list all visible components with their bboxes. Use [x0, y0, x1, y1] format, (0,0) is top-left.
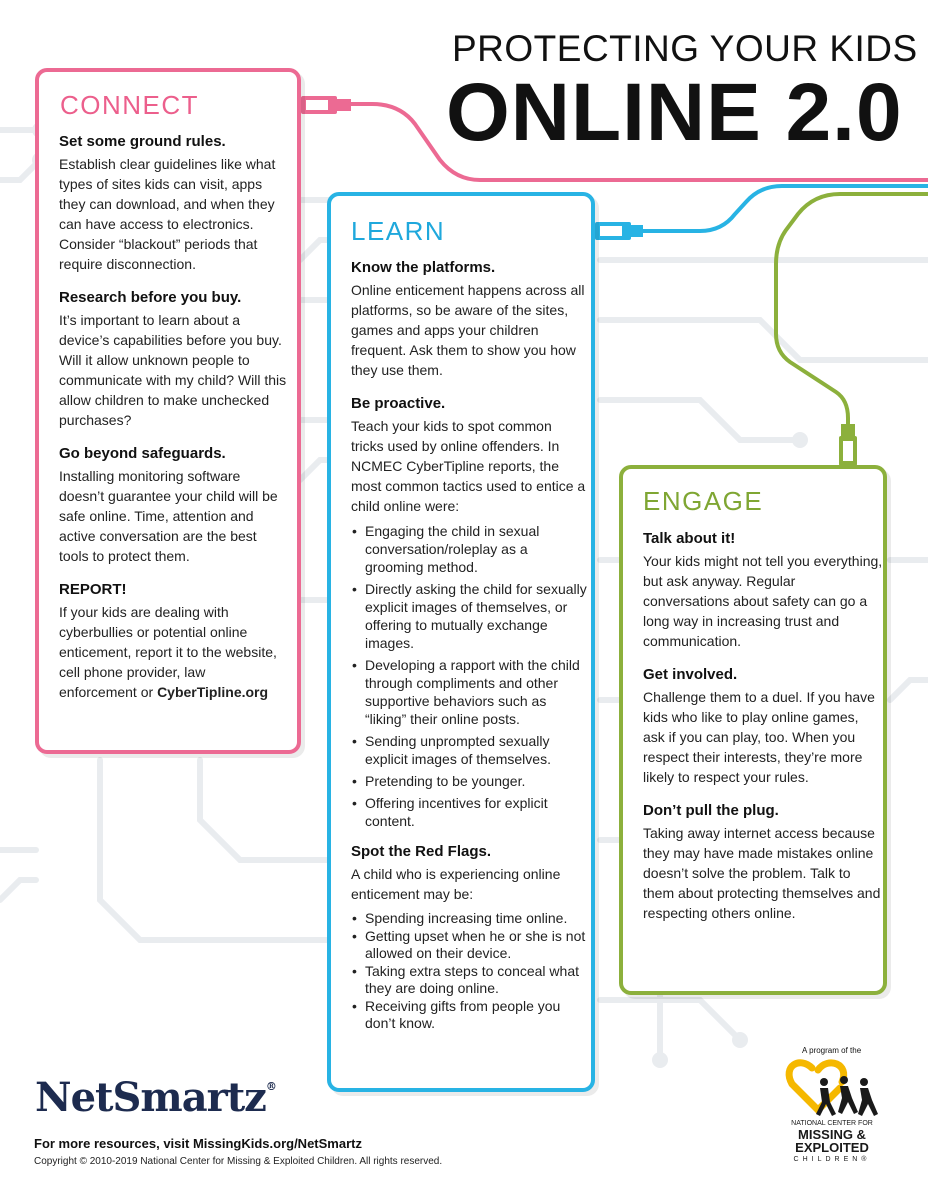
engage-body — [643, 529, 883, 937]
cybertipline-link[interactable]: CyberTipline.org — [157, 684, 269, 700]
registered-mark: ® — [265, 1080, 277, 1093]
list-item: • Getting upset when he or she is not allowed on their device. — [351, 928, 587, 962]
learn-body — [351, 258, 587, 1044]
report-text: If your kids are dealing with cyberbullies or potential online enticement, report it to the website, cell phone provider, law enforcement or — [59, 604, 277, 700]
learn-title: LEARN — [351, 216, 446, 246]
resources-link[interactable]: For more resources, visit MissingKids.org/NetSmartz — [34, 1136, 362, 1151]
ncmec-text-3: EXPLOITED — [795, 1140, 869, 1155]
list-item: • Developing a rapport with the child through compliments and other supportive behaviors such as “liking” their online posts. — [351, 656, 587, 728]
section-heading: Be proactive. — [351, 395, 446, 412]
copyright: Copyright © 2010-2019 National Center for Missing & Exploited Children. All rights reserved. — [34, 1156, 443, 1167]
green-cable — [776, 194, 928, 466]
section-text: A child who is experiencing online enticement may be: — [351, 866, 561, 902]
section-text: Challenge them to a duel. If you have kids who like to play online games, ask if you can play, too. When you respect their interests, they’re more likely to respect your rules. — [643, 689, 875, 785]
section-heading: Spot the Red Flags. — [351, 843, 492, 860]
list-item: • Pretending to be younger. — [351, 772, 587, 790]
list-item: • Sending unprompted sexually explicit images of themselves. — [351, 732, 587, 768]
section-text: Taking away internet access because they may have made mistakes online doesn’t solve the problem. Talk to them about protecting themselves and respecting others online. — [643, 825, 881, 921]
section-text: It’s important to learn about a device’s capabilities before you buy. Will it allow unknown people to communicate with my child? Will this allow children to make unchecked purchases? — [59, 312, 287, 428]
netsmartz-logo — [35, 1074, 277, 1121]
section-text: Establish clear guidelines like what types of sites kids can visit, apps they can download, and when they can have access to electronics. Consider “blackout” periods that require disconnection. — [59, 156, 276, 272]
section-heading: Know the platforms. — [351, 259, 496, 276]
ncmec-text-2: MISSING & — [798, 1127, 866, 1142]
section-heading: Don’t pull the plug. — [643, 802, 779, 819]
connect-body — [59, 132, 287, 716]
section-heading: Talk about it! — [643, 530, 736, 547]
section-text: Online enticement happens across all platforms, so be aware of the sites, games and apps your children frequent. Ask them to show you how they use them. — [351, 282, 585, 378]
engage-title: ENGAGE — [643, 486, 764, 516]
section-heading: Research before you buy. — [59, 289, 242, 306]
connect-card — [35, 68, 301, 754]
red-flags-list — [351, 910, 587, 1032]
learn-card — [327, 192, 595, 1092]
section-heading-report: REPORT! — [59, 581, 127, 598]
engage-card — [619, 465, 887, 995]
connect-title: CONNECT — [60, 90, 200, 120]
ncmec-text-1: NATIONAL CENTER FOR — [791, 1120, 873, 1127]
list-item: • Engaging the child in sexual conversation/roleplay as a grooming method. — [351, 522, 587, 576]
list-item: • Offering incentives for explicit content. — [351, 794, 587, 830]
list-item: • Directly asking the child for sexually explicit images of themselves, or offering to mutually exchange images. — [351, 580, 587, 652]
ncmec-logo-icon — [782, 1058, 882, 1120]
ncmec-text-4: CHILDREN® — [793, 1156, 871, 1163]
list-item: • Spending increasing time online. — [351, 910, 587, 927]
section-text: Teach your kids to spot common tricks used by online offenders. In NCMEC CyberTipline reports, the most common tactics used to entice a child online were: — [351, 418, 586, 514]
section-text: Installing monitoring software doesn’t guarantee your child will be safe online. Time, attention and active conversation are the best tools to protect them. — [59, 468, 278, 564]
ncmec-program-of: A program of the — [802, 1046, 862, 1055]
title-line-2: ONLINE 2.0 — [446, 67, 903, 158]
section-text-report — [59, 602, 287, 702]
netsmartz-logo-text: NetSmartz — [35, 1074, 266, 1121]
section-heading: Set some ground rules. — [59, 133, 226, 150]
tactics-list — [351, 522, 587, 830]
section-text: Your kids might not tell you everything, but ask anyway. Regular conversations about safety can go a long way in increasing trust and communication. — [643, 553, 883, 649]
section-heading: Go beyond safeguards. — [59, 445, 226, 462]
section-heading: Get involved. — [643, 666, 738, 683]
list-item: • Taking extra steps to conceal what they are doing online. — [351, 963, 587, 997]
title-line-1: PROTECTING YOUR KIDS — [452, 28, 918, 69]
list-item: • Receiving gifts from people you don’t know. — [351, 998, 587, 1032]
